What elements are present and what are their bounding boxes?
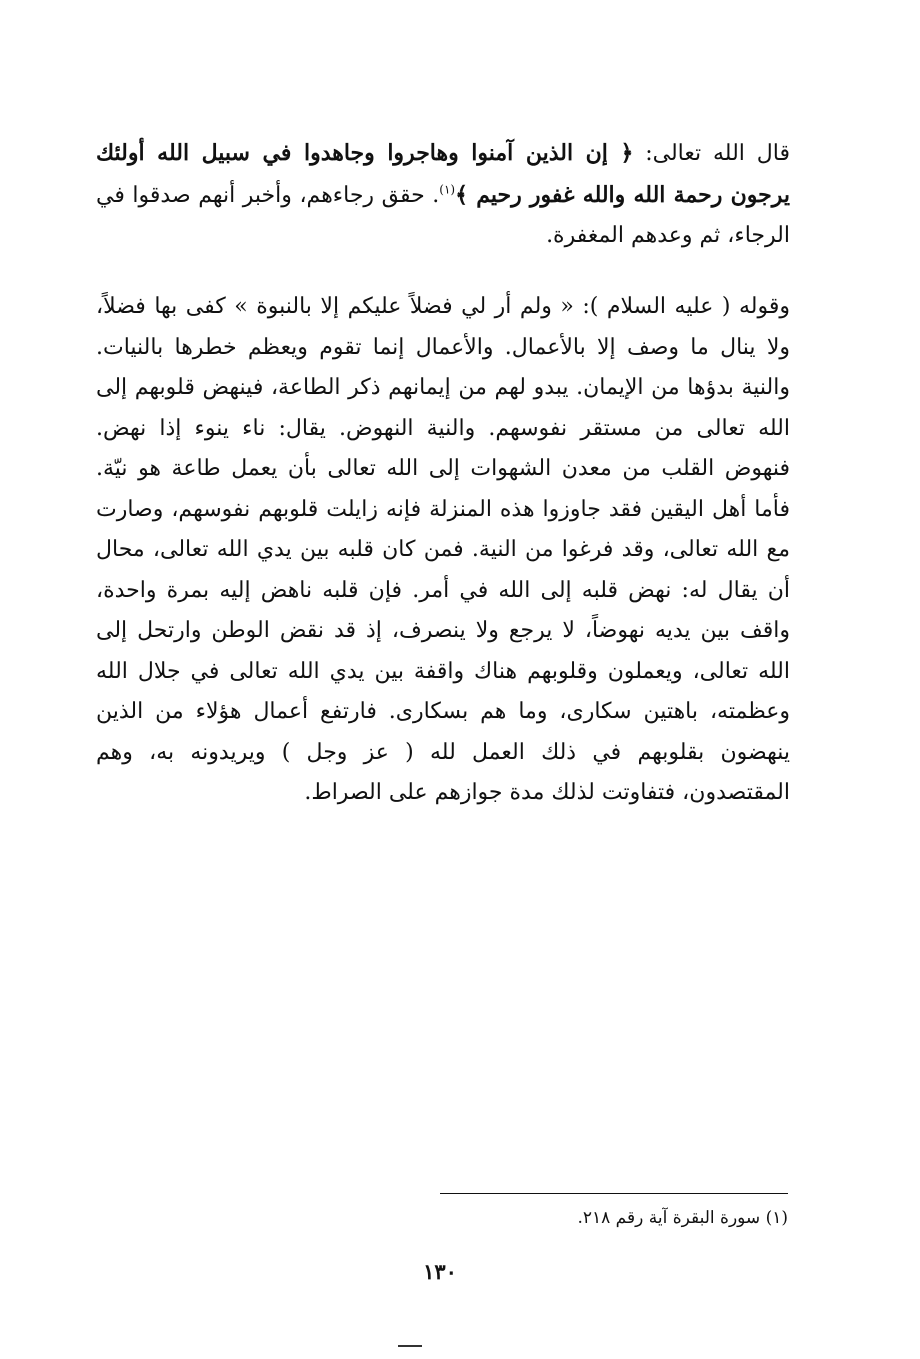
quran-verse: ﴿ إن الذين آمنوا وهاجروا وجاهدوا في سبيل الله أولئك يرجون رحمة الله والله غفور رحيم ﴾ <box>96 140 790 208</box>
footnote: (١) سورة البقرة آية رقم ٢١٨. <box>577 1208 788 1228</box>
paragraph-intention: وقوله ( عليه السلام ): « ولم أر لي فضلاً عليكم إلا بالنبوة » كفى بها فضلاً، ولا ينال ما وصف إلا بالأعمال. والأعمال إنما تقوم ويعظم خطرها بالنيات. والنية بدؤها من الإيمان. يبدو لهم من إيمانهم ذكر الطاعة، فينهض قلوبهم إلى الله تعالى من مستقر نفوسهم. والنية النهوض. يقال: ناء ينوء إذا نهض. فنهوض القلب من معدن الشهوات إلى الله تعالى بأن يعمل طاعة هو نيّة. فأما أهل اليقين فقد جاوزوا هذه المنزلة فإنه زايلت قلوبهم نفوسهم، وصارت مع الله تعالى، وقد فرغوا من النية. فمن كان قلبه بين يدي الله تعالى، محال أن يقال له: نهض قلبه إلى الله في أمر. فإن قلبه ناهض إليه بمرة واحدة، واقف بين يديه نهوضاً، لا يرجع ولا ينصرف، إذ قد نقض الوطن وارتحل إلى الله تعالى، ويعملون وقلوبهم هناك واقفة بين يدي الله تعالى في جلال الله وعظمته، باهتين سكارى، وما هم بسكارى. فارتفع أعمال هؤلاء من الذين ينهضون بقلوبهم في ذلك العمل لله ( عز وجل ) ويريدونه به، وهم المقتصدون، فتفاوتت لذلك مدة جوازهم على الصراط. <box>96 294 790 805</box>
page-number: ١٣٠ <box>423 1259 457 1284</box>
paragraph-quran-citation <box>96 133 790 257</box>
paragraph-commentary: . حقق رجاءهم، وأخبر أنهم صدقوا في الرجاء، ثم وعدهم المغفرة. <box>96 182 790 248</box>
paragraph-intro: قال الله تعالى: <box>633 141 790 166</box>
footnote-reference[interactable]: (١) <box>439 182 456 197</box>
footnote-divider <box>440 1193 788 1194</box>
scan-artifact <box>398 1345 422 1347</box>
